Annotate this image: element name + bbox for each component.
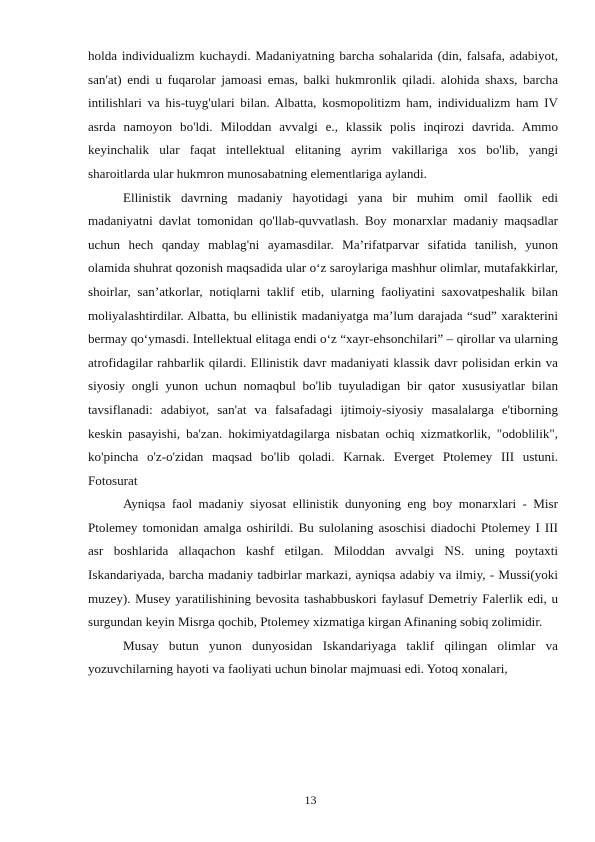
paragraph-1: holda individualizm kuchaydi. Madaniyatning barcha sohalarida (din, falsafa, adabiyot, san'at) endi u fuqarolar jamoasi emas, balki hukmronlik qiladi. alohida shaxs, barcha intilishlari va his-tuyg'ulari bilan. Albatta, kosmopolitizm ham, individualizm ham IV asrda namoyon bo'ldi. Miloddan avvalgi e., klassik polis inqirozi davrida. Ammo keyinchalik ular faqat intellektual elitaning ayrim vakillariga xos bo'lib, yangi sharoitlarda ular hukmron munosabatning elementlariga aylandi. xyxy=(88,48,558,181)
page-number: 13 xyxy=(304,793,317,807)
paragraph-4: Musay butun yunon dunyosidan Iskandariyaga taklif qilingan olimlar va yozuvchilarning hayoti va faoliyati uchun binolar majmuasi edi. Yotoq xonalari, xyxy=(88,637,558,677)
document-page xyxy=(88,44,558,681)
paragraph-3: Ayniqsa faol madaniy siyosat ellinistik dunyoning eng boy monarxlari - Misr Ptolemey tomonidan amalga oshirildi. Bu sulolaning asoschisi diadochi Ptolemey I III asr boshlarida allaqachon kashf etilgan. Miloddan avvalgi NS. uning poytaxti Iskandariyada, barcha madaniy tadbirlar markazi, ayniqsa adabiy va ilmiy, - Mussi(yoki muzey). Musey yaratilishining bevosita tashabbuskori faylasuf Demetriy Falerlik edi, u surgundan keyin Misrga qochib, Ptolemey xizmatiga kirgan Afinaning sobiq zolimidir. xyxy=(88,496,558,630)
paragraph-2: Ellinistik davrning madaniy hayotidagi yana bir muhim omil faollik edi madaniyatni davlat tomonidan qo'llab-quvvatlash. Boy monarxlar madaniy maqsadlar uchun hech qanday mablag'ni ayamasdilar. Ma’rifatparvar sifatida tanilish, yunon olamida shuhrat qozonish maqsadida ular o‘z saroylariga mashhur olimlar, mutafakkirlar, shoirlar, san’atkorlar, notiqlarni taklif etib, ularning faoliyatini saxovatpeshalik bilan moliyalashtirdilar. Albatta, bu ellinistik madaniyatga ma’lum darajada “sud” xarakterini bermay qo‘ymasdi. Intellektual elitaga endi o‘z “xayr-ehsonchilari” – qirollar va ularning atrofidagilar rahbarlik qilardi. Ellinistik davr madaniyati klassik davr polisidan erkin va siyosiy ongli yunon uchun nomaqbul bo'lib tuyuladigan bir qator xususiyatlar bilan tavsiflanadi: adabiyot, san'at va falsafadagi ijtimoiy-siyosiy masalalarga e'tiborning keskin pasayishi, ba'zan. hokimiyatdagilarga nisbatan ochiq xizmatkorlik, "odoblilik", ko'pincha o'z-o'zidan maqsad bo'lib qoladi. Karnak. Everget Ptolemey III ustuni. Fotosurat xyxy=(88,189,558,488)
